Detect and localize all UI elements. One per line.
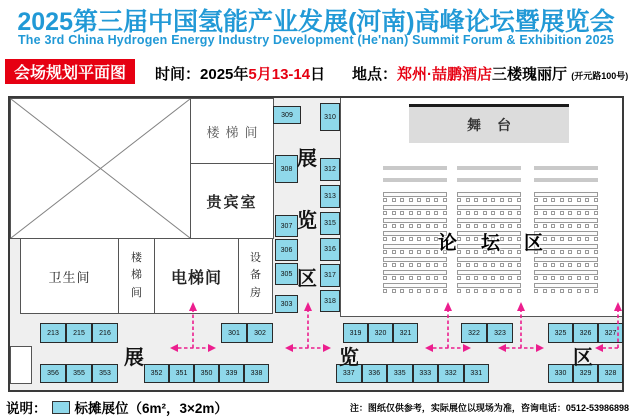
booth-328: 328 [598,364,623,383]
booth-325: 325 [548,323,573,343]
booth-353: 353 [92,364,118,383]
booth-355: 355 [66,364,92,383]
booth-333: 333 [413,364,439,383]
booth-215: 215 [66,323,92,343]
booth-338: 338 [244,364,269,383]
room-restroom [20,238,119,314]
booth-310: 310 [320,103,340,131]
venue-address-note: (开元路100号) [571,71,629,81]
booth-320: 320 [368,323,393,343]
time-day-suffix: 日 [310,66,326,83]
room-stairwell-mid-label: 楼 梯 间 [131,252,142,299]
event-venue [352,63,628,84]
exhibition-area-vertical-char: 览 [297,210,317,232]
footnote: 注：图纸仅供参考，实际展位以现场为准，咨询电话：0512-53986898 [349,403,629,413]
room-stairwell-top-label: 楼梯间 [206,124,264,140]
booth-swatch-icon [52,401,70,414]
exhibition-area-horizontal-char: 览 [339,347,359,369]
cross-out-icon [11,99,190,238]
booth-356: 356 [40,364,66,383]
room-elevator [154,238,239,314]
booth-313: 313 [320,185,340,208]
booth-330: 330 [548,364,573,383]
booth-315: 315 [320,212,340,235]
room-stairwell-top [190,98,274,164]
booth-316: 316 [320,238,340,261]
legend-text: 标摊展位（6m²，3×2m） [74,401,228,416]
booth-321: 321 [393,323,418,343]
booth-322: 322 [461,323,487,343]
booth-350: 350 [194,364,219,383]
booth-302: 302 [247,323,273,343]
room-restroom-label: 卫生间 [48,269,91,285]
page-subtitle: The 3rd China Hydrogen Energy Industry Development (He'nan) Summit Forum & Exhibition 2025 [17,33,615,47]
unused-area [10,98,191,239]
time-year: 2025年 [200,66,249,83]
booth-301: 301 [221,323,247,343]
booth-335: 335 [387,364,413,383]
booth-352: 352 [144,364,169,383]
forum-area-label: 论坛区 [438,233,568,254]
booth-339: 339 [219,364,244,383]
booth-317: 317 [320,264,340,287]
booth-326: 326 [573,323,598,343]
booth-327: 327 [598,323,623,343]
booth-312: 312 [320,158,340,181]
floor-plan [8,96,624,392]
booth-336: 336 [362,364,388,383]
exhibition-area-vertical-char: 区 [297,268,317,290]
exhibition-area-vertical-char: 展 [297,148,317,170]
stage [409,104,569,143]
time-dates: 5月13-14 [248,66,311,83]
exhibition-area-horizontal-char: 展 [124,347,144,369]
booth-307: 307 [275,215,298,237]
venue-label: 地点： [352,66,398,83]
time-label: 时间： [155,66,201,83]
legend-label: 说明： [6,401,47,416]
booth-351: 351 [169,364,194,383]
booth-309: 309 [273,106,301,124]
room-equipment-label: 设 备 房 [250,252,261,299]
booth-337: 337 [336,364,362,383]
venue-hall: 三楼瑰丽厅 [492,66,568,83]
stage-label: 舞台 [467,117,527,133]
booth-306: 306 [275,239,298,261]
room-vip-label: 贵宾室 [206,193,258,211]
page-title: 2025第三届中国氢能产业发展(河南)高峰论坛暨展览会 [17,8,615,36]
venue-hotel: 郑州·喆鹏酒店 [397,66,493,83]
exhibition-area-horizontal-char: 区 [573,347,593,369]
room-stairwell-mid [118,238,155,314]
legend [6,397,228,417]
booth-213: 213 [40,323,66,343]
booth-332: 332 [438,364,464,383]
booth-323: 323 [487,323,513,343]
booth-329: 329 [573,364,598,383]
room-small-corner [10,346,32,384]
booth-331: 331 [464,364,490,383]
room-elevator-label: 电梯间 [170,269,222,287]
booth-305: 305 [275,263,298,285]
booth-319: 319 [343,323,368,343]
booth-303: 303 [275,295,298,313]
event-time [155,63,325,84]
booth-318: 318 [320,290,340,312]
room-vip [190,163,274,239]
plan-badge: 会场规划平面图 [5,59,135,84]
room-equipment [238,238,273,314]
booth-216: 216 [92,323,118,343]
booth-308: 308 [275,155,298,183]
